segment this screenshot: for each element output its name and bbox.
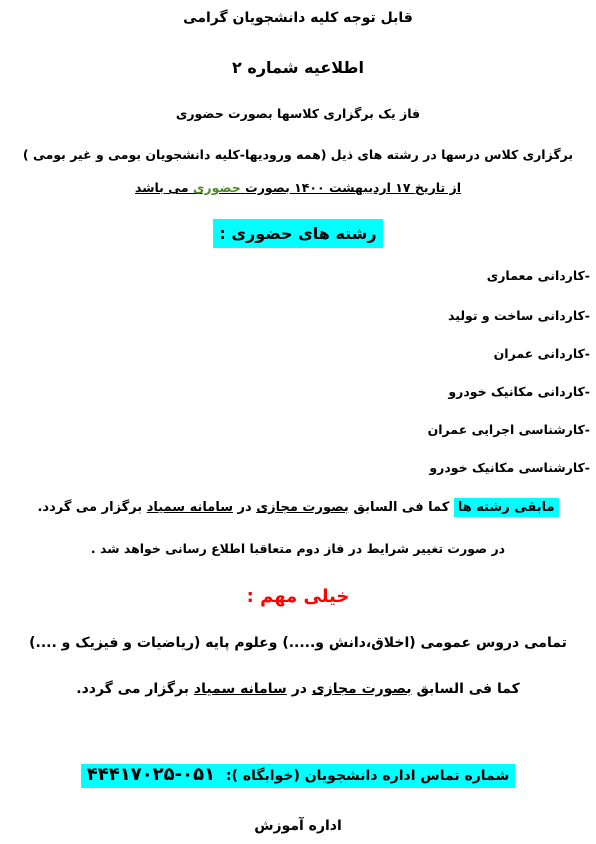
- remaining-highlight: مابقی رشته ها: [454, 498, 559, 517]
- contact-phone: ۰۵۱-۴۴۴۱۷۰۲۵: [86, 764, 216, 785]
- salutation: قابل توجه کلیه دانشجویان گرامی: [183, 10, 413, 26]
- contact-label: شماره تماس اداره دانشجویان (خوابگاه ):: [225, 768, 510, 784]
- notice-subtitle: فاز یک برگزاری کلاسها بصورت حضوری: [175, 106, 421, 121]
- important-text: در: [291, 681, 307, 697]
- list-item: -کاردانی مکانیک خودرو: [448, 384, 590, 399]
- important-line-1: تمامی دروس عمومی (اخلاق،دانش و.....) وعلوم پایه (ریاضیات و فیزیک و ....): [29, 635, 567, 651]
- samyad-system: سامانه سمیاد: [146, 500, 233, 515]
- remaining-text: در: [237, 500, 252, 515]
- remaining-text: برگزار می گردد.: [37, 500, 143, 515]
- remaining-fields-line: [0, 500, 596, 515]
- change-notice: در صورت تغییر شرایط در فاز دوم متعاقبا اطلاع رسانی خواهد شد .: [90, 541, 506, 556]
- important-text: برگزار می گردد.: [76, 681, 190, 697]
- start-date: ۱۷ اردیبهشت ۱۴۰۰: [294, 180, 411, 195]
- important-line-2: [0, 681, 596, 697]
- intro-line: برگزاری کلاس درسها در رشته های ذیل (همه ورودیها-کلیه دانشجویان بومی و غیر بومی ): [22, 147, 574, 162]
- mode-in-person: حضوری: [192, 180, 241, 195]
- date-suffix: می باشد: [134, 180, 189, 195]
- fields-heading-row: [0, 224, 596, 243]
- list-item: -کارشناسی اجرایی عمران: [427, 422, 590, 437]
- contact-line: [0, 764, 596, 785]
- start-date-line: [0, 180, 596, 195]
- remaining-text: کما فی السابق: [353, 500, 450, 515]
- date-prefix: از تاریخ: [414, 180, 462, 195]
- fields-heading: رشته های حضوری :: [213, 219, 382, 248]
- list-item: -کاردانی ساخت و تولید: [448, 308, 590, 323]
- department-signature: اداره آموزش: [254, 818, 342, 834]
- list-item: -کاردانی معماری: [486, 268, 590, 283]
- important-text: کما فی السابق: [416, 681, 520, 697]
- date-mid: بصورت: [245, 180, 290, 195]
- samyad-system: سامانه سمیاد: [193, 681, 287, 697]
- notice-title: اطلاعیه شماره ۲: [232, 58, 364, 77]
- virtual-mode: بصورت مجازی: [311, 681, 412, 697]
- virtual-mode: بصورت مجازی: [256, 500, 349, 515]
- list-item: -کاردانی عمران: [493, 346, 590, 361]
- list-item: -کارشناسی مکانیک خودرو: [429, 460, 590, 475]
- important-heading: خیلی مهم :: [246, 586, 350, 607]
- contact-highlight: [81, 764, 515, 788]
